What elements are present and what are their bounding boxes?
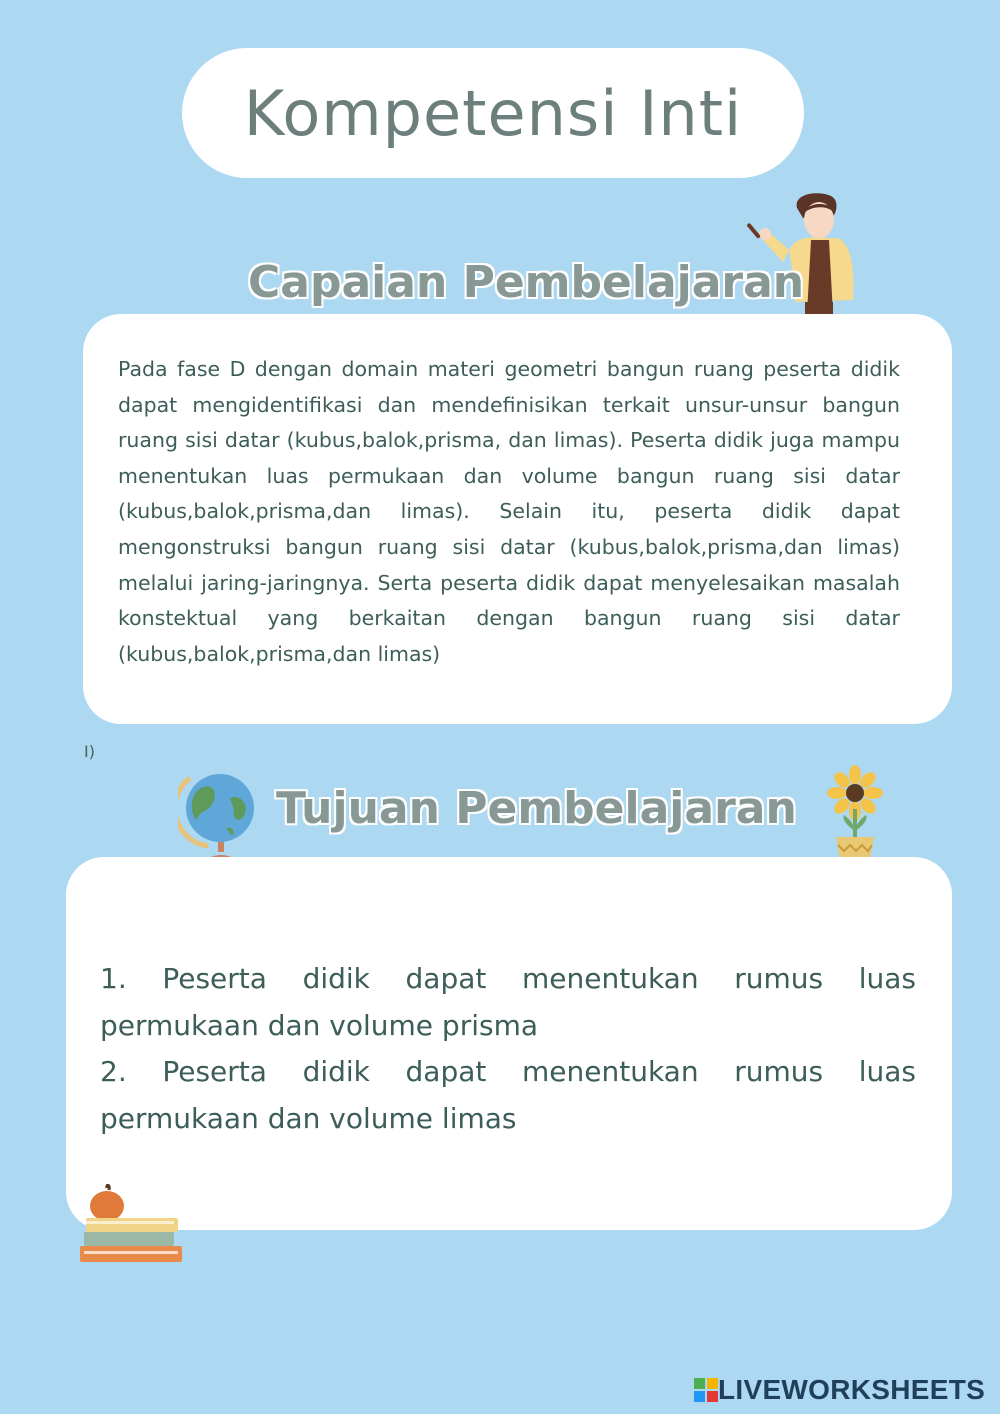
- liveworksheets-logo-icon: [694, 1378, 718, 1402]
- logo-text: LIVEWORKSHEETS: [718, 1374, 986, 1405]
- capaian-heading: Capaian Pembelajaran: [248, 257, 805, 308]
- sunflower-pot-illustration: [826, 765, 884, 860]
- liveworksheets-logo[interactable]: [694, 1374, 985, 1406]
- globe-illustration: [178, 768, 264, 866]
- tujuan-heading: Tujuan Pembelajaran: [276, 783, 797, 834]
- stray-mark: I): [84, 742, 95, 761]
- tujuan-item: 1. Peserta didik dapat menentukan rumus luas permukaan dan volume prisma: [100, 962, 916, 1042]
- books-apple-illustration: [76, 1184, 186, 1266]
- tujuan-list: [100, 956, 916, 1142]
- page-title: Kompetensi Inti: [243, 76, 743, 150]
- tujuan-item: 2. Peserta didik dapat menentukan rumus luas permukaan dan volume limas: [100, 1055, 916, 1135]
- title-banner: [182, 48, 804, 178]
- capaian-text: Pada fase D dengan domain materi geometri bangun ruang peserta didik dapat mengidentifikasi dan mendefinisikan terkait unsur-unsur bangun ruang sisi datar (kubus,balok,prisma, dan limas). Peserta didik juga mampu menentukan luas permukaan dan volume bangun ruang sisi datar (kubus,balok,prisma,dan limas). Selain itu, peserta didik dapat mengonstruksi bangun ruang sisi datar (kubus,balok,prisma,dan limas) melalui jaring-jaringnya. Serta peserta didik dapat menyelesaikan masalah konstektual yang berkaitan dengan bangun ruang sisi datar (kubus,balok,prisma,dan limas): [118, 357, 900, 666]
